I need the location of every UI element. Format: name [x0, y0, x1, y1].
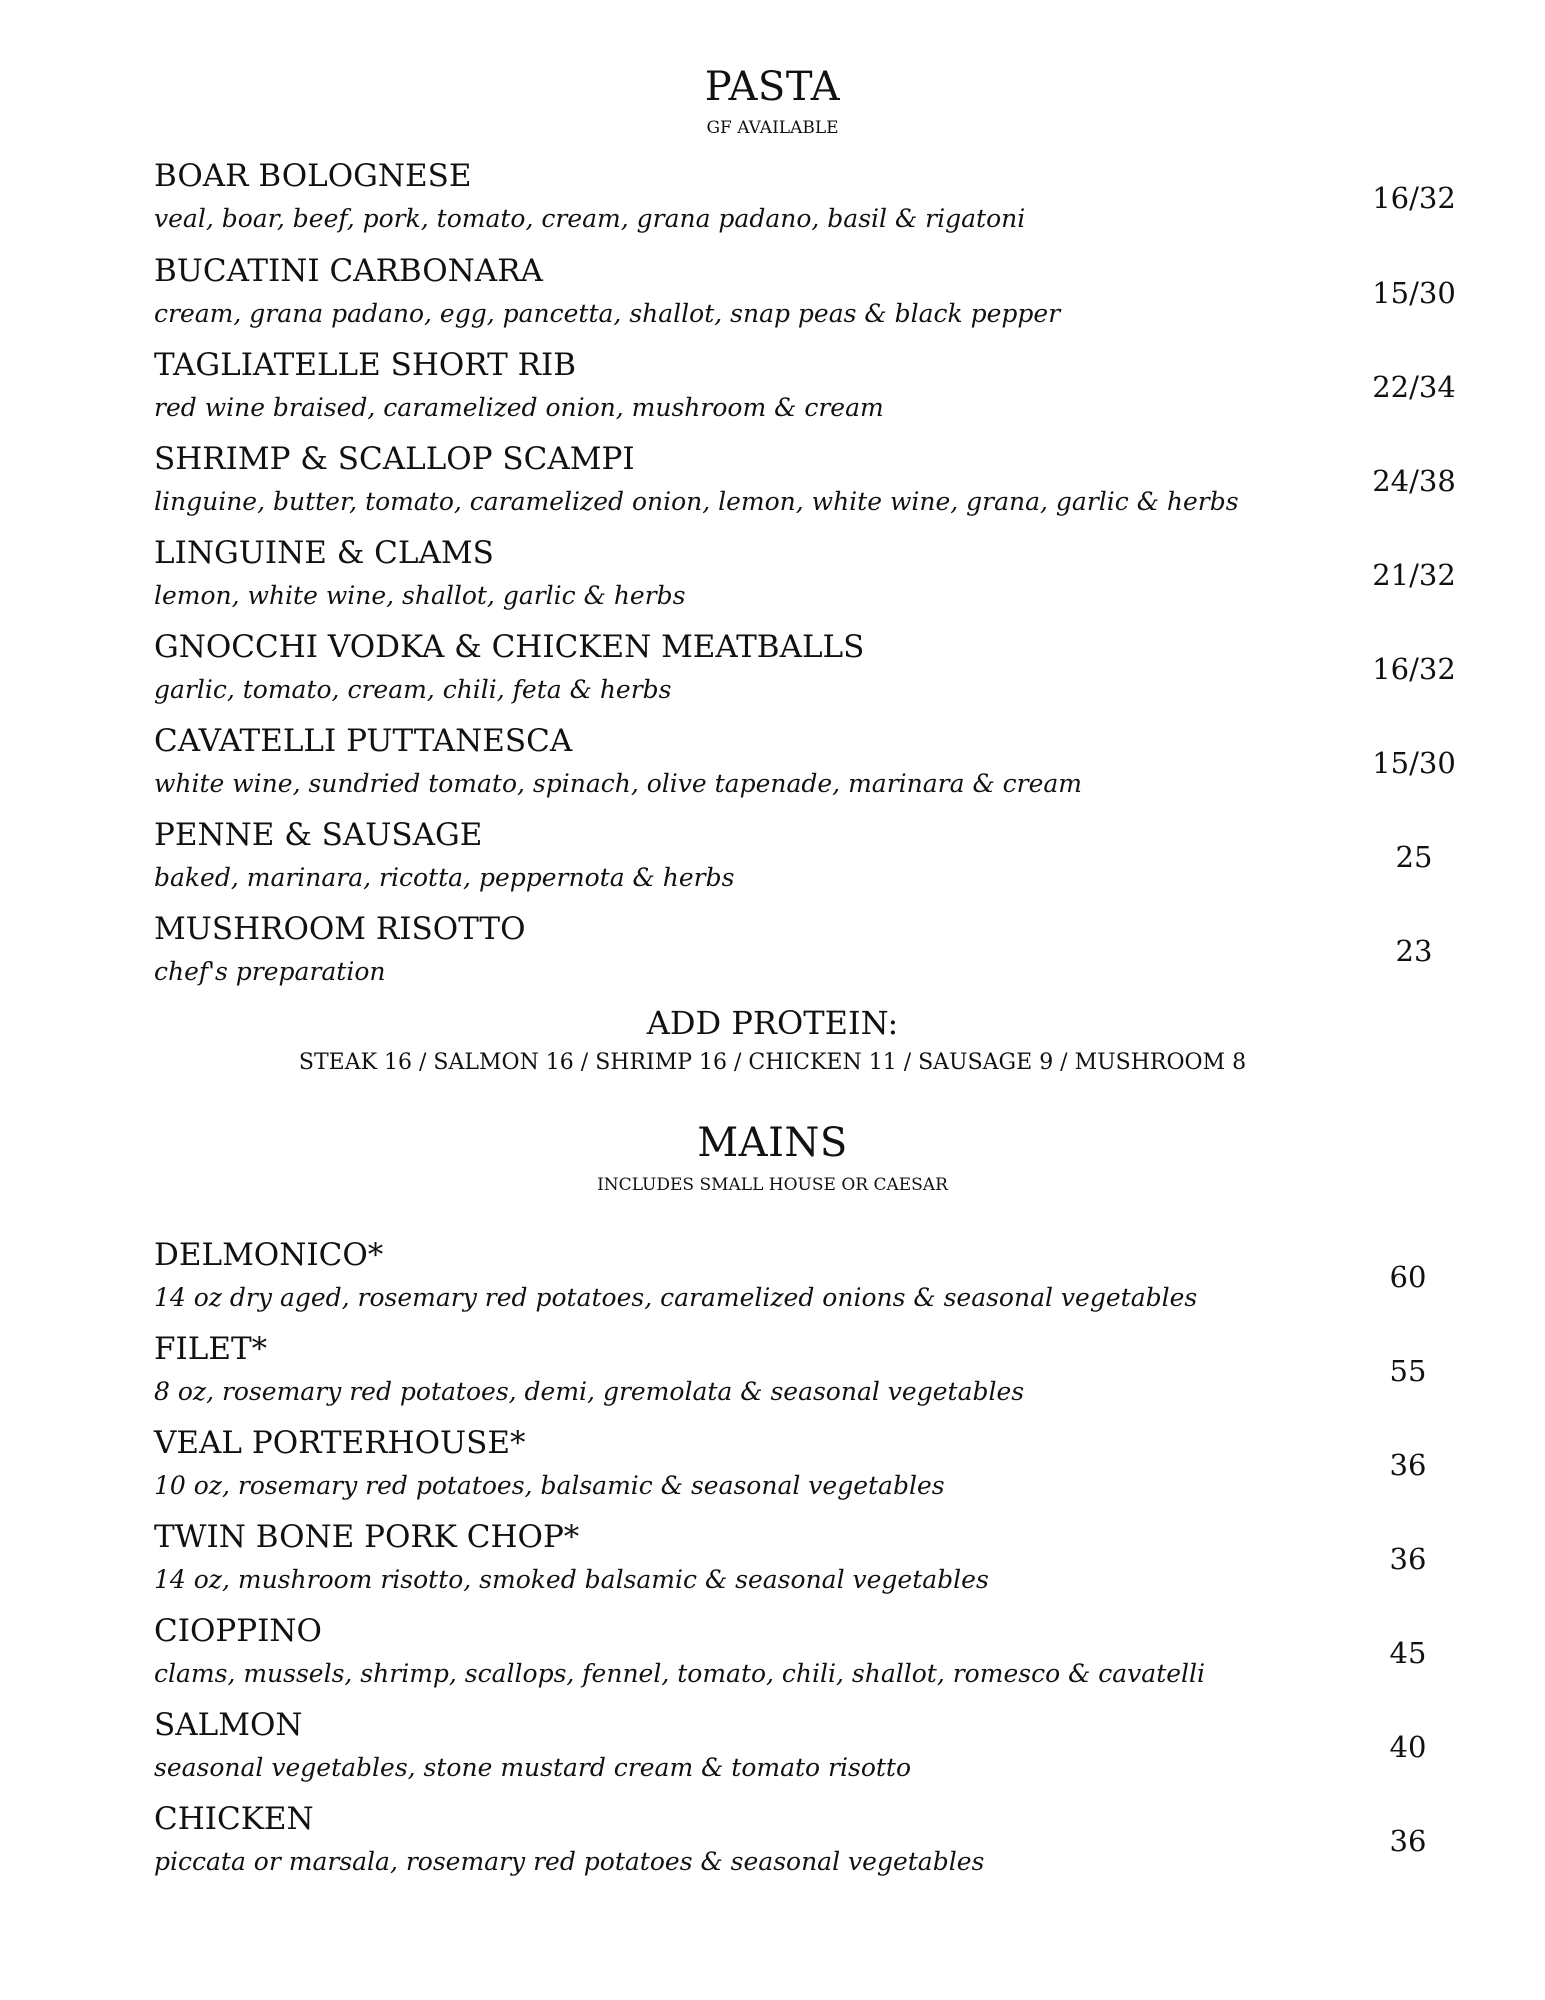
item-name: SHRIMP & SCALLOP SCAMPI — [154, 441, 635, 477]
item-description: chef's preparation — [154, 957, 386, 986]
menu-item — [154, 1707, 1454, 1797]
item-price: 16/32 — [1372, 652, 1456, 686]
item-price: 36 — [1389, 1542, 1427, 1576]
item-description: 14 oz dry aged, rosemary red potatoes, caramelized onions & seasonal vegetables — [154, 1283, 1198, 1312]
item-name: BUCATINI CARBONARA — [154, 253, 543, 289]
menu-item — [154, 535, 1454, 625]
item-description: linguine, butter, tomato, caramelized onion, lemon, white wine, grana, garlic & herbs — [154, 487, 1239, 516]
item-price: 21/32 — [1372, 558, 1456, 592]
item-name: BOAR BOLOGNESE — [154, 158, 472, 194]
item-description: 8 oz, rosemary red potatoes, demi, gremolata & seasonal vegetables — [154, 1377, 1025, 1406]
item-price: 36 — [1389, 1824, 1427, 1858]
item-description: 10 oz, rosemary red potatoes, balsamic & seasonal vegetables — [154, 1471, 945, 1500]
item-name: TAGLIATELLE SHORT RIB — [154, 347, 576, 383]
item-price: 23 — [1395, 934, 1433, 968]
item-name: SALMON — [154, 1707, 303, 1743]
add-protein-title: ADD PROTEIN: — [646, 1004, 899, 1042]
item-price: 55 — [1389, 1354, 1427, 1388]
pasta-title: PASTA — [704, 64, 841, 110]
menu-item — [154, 629, 1454, 719]
item-price: 60 — [1389, 1260, 1427, 1294]
menu-item — [154, 1519, 1454, 1609]
item-name: CAVATELLI PUTTANESCA — [154, 723, 573, 759]
item-description: seasonal vegetables, stone mustard cream & tomato risotto — [154, 1753, 912, 1782]
menu-item — [154, 253, 1454, 343]
menu-item — [154, 347, 1454, 437]
item-description: piccata or marsala, rosemary red potatoes & seasonal vegetables — [154, 1847, 985, 1876]
item-name: CHICKEN — [154, 1801, 314, 1837]
menu-item — [154, 911, 1454, 1001]
item-description: white wine, sundried tomato, spinach, olive tapenade, marinara & cream — [154, 769, 1083, 798]
item-description: baked, marinara, ricotta, peppernota & herbs — [154, 863, 735, 892]
item-name: VEAL PORTERHOUSE* — [154, 1425, 526, 1461]
menu-item — [154, 1613, 1454, 1703]
item-name: TWIN BONE PORK CHOP* — [154, 1519, 580, 1555]
item-description: garlic, tomato, cream, chili, feta & herbs — [154, 675, 672, 704]
item-name: LINGUINE & CLAMS — [154, 535, 494, 571]
item-description: red wine braised, caramelized onion, mushroom & cream — [154, 393, 884, 422]
item-name: GNOCCHI VODKA & CHICKEN MEATBALLS — [154, 629, 865, 665]
menu-item — [154, 1331, 1454, 1421]
item-price: 24/38 — [1372, 464, 1456, 498]
item-name: MUSHROOM RISOTTO — [154, 911, 526, 947]
item-price: 45 — [1389, 1636, 1427, 1670]
menu-item — [154, 158, 1454, 248]
pasta-subtitle: GF AVAILABLE — [706, 118, 839, 138]
item-name: FILET* — [154, 1331, 268, 1367]
item-price: 16/32 — [1372, 181, 1456, 215]
mains-title: MAINS — [697, 1120, 848, 1166]
menu-item — [154, 1425, 1454, 1515]
menu-item — [154, 441, 1454, 531]
add-protein-list: STEAK 16 / SALMON 16 / SHRIMP 16 / CHICKEN 11 / SAUSAGE 9 / MUSHROOM 8 — [298, 1050, 1247, 1075]
item-description: lemon, white wine, shallot, garlic & herbs — [154, 581, 686, 610]
item-description: cream, grana padano, egg, pancetta, shallot, snap peas & black pepper — [154, 299, 1061, 328]
mains-subtitle: INCLUDES SMALL HOUSE OR CAESAR — [597, 1175, 948, 1195]
item-name: CIOPPINO — [154, 1613, 322, 1649]
item-price: 15/30 — [1372, 276, 1456, 310]
item-description: veal, boar, beef, pork, tomato, cream, grana padano, basil & rigatoni — [154, 204, 1026, 233]
menu-item — [154, 817, 1454, 907]
item-name: DELMONICO* — [154, 1237, 384, 1273]
item-price: 22/34 — [1372, 370, 1456, 404]
item-price: 36 — [1389, 1448, 1427, 1482]
menu-item — [154, 1237, 1454, 1327]
item-description: clams, mussels, shrimp, scallops, fennel, tomato, chili, shallot, romesco & cavatelli — [154, 1659, 1206, 1688]
item-price: 15/30 — [1372, 746, 1456, 780]
menu-item — [154, 1801, 1454, 1891]
item-name: PENNE & SAUSAGE — [154, 817, 483, 853]
item-price: 25 — [1395, 840, 1433, 874]
item-price: 40 — [1389, 1730, 1427, 1764]
item-description: 14 oz, mushroom risotto, smoked balsamic & seasonal vegetables — [154, 1565, 989, 1594]
menu-item — [154, 723, 1454, 813]
